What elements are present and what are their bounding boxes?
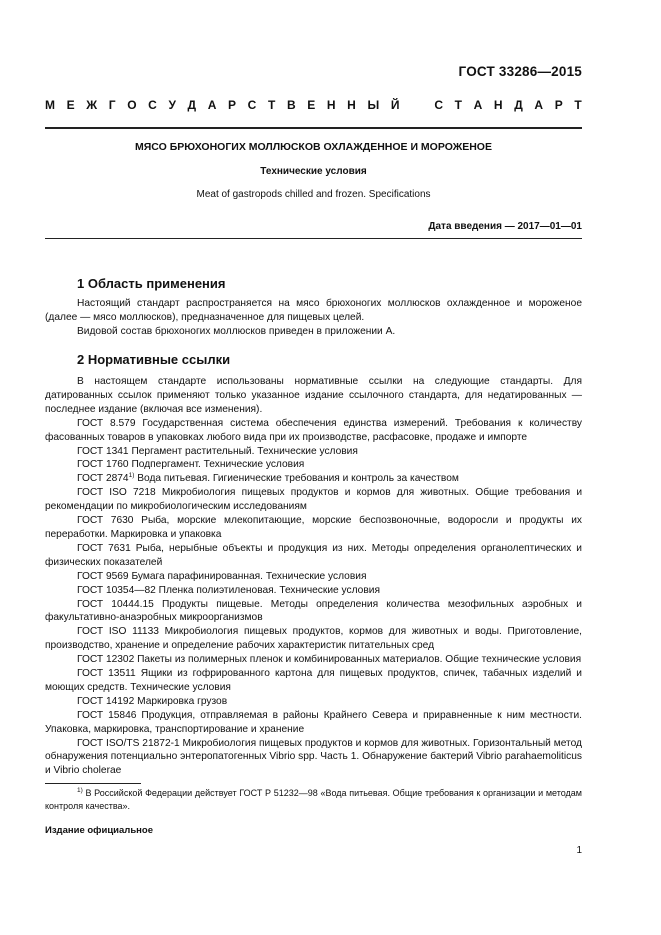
page-number: 1 [576,845,582,856]
banner-letter: А [207,98,217,112]
footnote-reference: 1) [128,472,135,480]
banner-letter: Р [228,98,237,112]
banner-letter: У [168,98,176,112]
reference-item [45,417,582,445]
banner-letter: С [148,98,157,112]
reference-title: Маркировка грузов [134,695,228,707]
reference-title: Пакеты из полимерных пленок и комбинированных материалов. Общие технические условия [134,654,582,666]
reference-title: Микробиология пищевых продуктов и кормов для животных. Горизонтальный метод обнаружения потенциально энтеропатогенных Vibrio spp. Часть 1. Обнаружение бактерий Vibrio parahaemoliticus и Vibrio cholerae [45,737,582,777]
footnote-text: В Российской Федерации действует ГОСТ Р 51232—98 «Вода питьевая. Общие требования к организации и методам контроля качества». [45,788,582,811]
reference-title: Государственная система обеспечения единства измерений. Требования к количеству фасованных товаров в упаковках любого вида при их производстве, расфасовке, продаже и импорте [45,417,582,443]
banner-letter: Д [187,98,197,112]
banner-letter: Т [574,98,582,112]
banner-letter: Р [554,98,563,112]
reference-item [45,542,582,570]
reference-code: ГОСТ 7630 [77,515,134,527]
reference-code: ГОСТ 14192 [77,695,135,707]
banner-letter: Г [108,98,116,112]
reference-code: ГОСТ 10444.15 [77,598,154,610]
reference-code: ГОСТ ISO/TS 21872-1 [77,737,180,749]
reference-title: Микробиология пищевых продуктов и кормов для животных. Общие требования и рекомендации по микробиологическим исследованиям [45,487,583,513]
introduction-date: Дата введения — 2017—01—01 [428,221,582,232]
reference-item [45,695,582,709]
title-rule [45,238,582,239]
reference-item [45,667,582,695]
reference-code: ГОСТ 9569 [77,570,129,582]
reference-item [45,514,582,542]
reference-item [45,709,582,737]
paragraph: Видовой состав брюхоногих моллюсков приведен в приложении А. [77,325,396,337]
section-2-heading: 2 Нормативные ссылки [77,352,231,367]
banner-letter: Ы [367,98,380,112]
reference-title: Пленка полиэтиленовая. Технические условия [155,584,380,596]
reference-title: Рыба, нерыбные объекты и продукция из них. Методы определения органолептических и физических показателей [45,542,582,568]
reference-item [45,584,582,598]
standard-subtitle: Технические условия [260,166,367,177]
standard-title: МЯСО БРЮХОНОГИХ МОЛЛЮСКОВ ОХЛАЖДЕННОЕ И МОРОЖЕНОЕ [135,141,492,153]
reference-code: ГОСТ ISO 7218 [77,487,156,499]
header-rule [45,127,582,129]
reference-item [45,458,582,472]
reference-title: Рыба, морские млекопитающие, морские беспозвоночные, водоросли и продукты их переработки. Маркировка и упаковка [45,515,582,540]
reference-code: ГОСТ 2874 [77,473,129,485]
reference-title: Микробиология пищевых продуктов, кормов для животных и воды. Приготовление, производство, хранение и определение рабочих характеристик питательных сред [45,626,582,652]
standard-title-english: Meat of gastropods chilled and frozen. Specifications [196,189,431,200]
banner-letter: А [473,98,483,112]
banner-letter: Е [307,98,316,112]
official-edition-label: Издание официальное [45,825,153,836]
reference-item [45,737,582,779]
paragraph: В настоящем стандарте использованы нормативные ссылки на следующие стандарты. Для датированных ссылок применяют только указанное издание ссылочного стандарта, для недатированных — последнее издание (включая все изменения). [45,376,582,415]
interstate-standard-banner [45,98,582,112]
banner-letter: Т [454,98,462,112]
reference-code: ГОСТ ISO 11133 [77,626,159,638]
reference-code: ГОСТ 7631 [77,542,131,554]
document-code: ГОСТ 33286—2015 [458,64,582,79]
footnote [45,787,582,812]
banner-letter: В [286,98,296,112]
reference-code: ГОСТ 13511 [77,668,136,680]
banner-letter: С [434,98,444,112]
banner-letter: Й [390,98,400,112]
reference-item [45,653,582,667]
banner-letter: Т [267,98,276,112]
section-2-body [45,375,582,778]
paragraph: Настоящий стандарт распространяется на мясо брюхоногих моллюсков охлажденное и мороженое (далее — мясо моллюсков), предназначенное для пищевых целей. [45,298,582,323]
reference-item [45,625,582,653]
reference-title: Продукция, отправляемая в районы Крайнего Севера и приравненные к ним местности. Упаковка, маркировка, транспортирование и хранение [45,709,582,735]
banner-letter: Н [347,98,356,112]
reference-item [45,486,582,514]
reference-title: Бумага парафинированная. Технические условия [128,570,367,582]
reference-title: Пергамент растительный. Технические условия [128,445,358,457]
banner-letter: С [247,98,257,112]
reference-item [45,472,582,486]
banner-letter: Н [326,98,336,112]
reference-title: Продукты пищевые. Методы определения количества мезофильных аэробных и факультативно-анаэробных микроорганизмов [45,598,582,624]
banner-letter: Н [493,98,503,112]
footnote-mark: 1) [77,787,83,794]
banner-letter: Е [66,98,75,112]
reference-code: ГОСТ 15846 [77,709,137,721]
section-1-body [45,297,582,339]
reference-item [45,445,582,459]
banner-letter: О [127,98,137,112]
banner-letter: Д [514,98,523,112]
reference-code: ГОСТ 12302 [77,654,135,666]
banner-letter: М [45,98,55,112]
reference-item [45,570,582,584]
reference-code: ГОСТ 1760 [77,459,129,471]
banner-letter: А [534,98,544,112]
reference-title: Подпергамент. Технические условия [128,459,305,471]
footnote-rule [45,783,141,784]
reference-title: Вода питьевая. Гигиенические требования и контроль за качеством [134,473,459,485]
banner-letter: Ж [86,98,98,112]
reference-code: ГОСТ 1341 [77,445,129,457]
reference-item [45,598,582,626]
reference-code: ГОСТ 10354—82 [77,584,156,596]
section-1-heading: 1 Область применения [77,276,226,291]
reference-code: ГОСТ 8.579 [77,417,136,429]
reference-title: Ящики из гофрированного картона для пищевых продуктов, спичек, табачных изделий и моющих средств. Технические условия [45,668,582,693]
